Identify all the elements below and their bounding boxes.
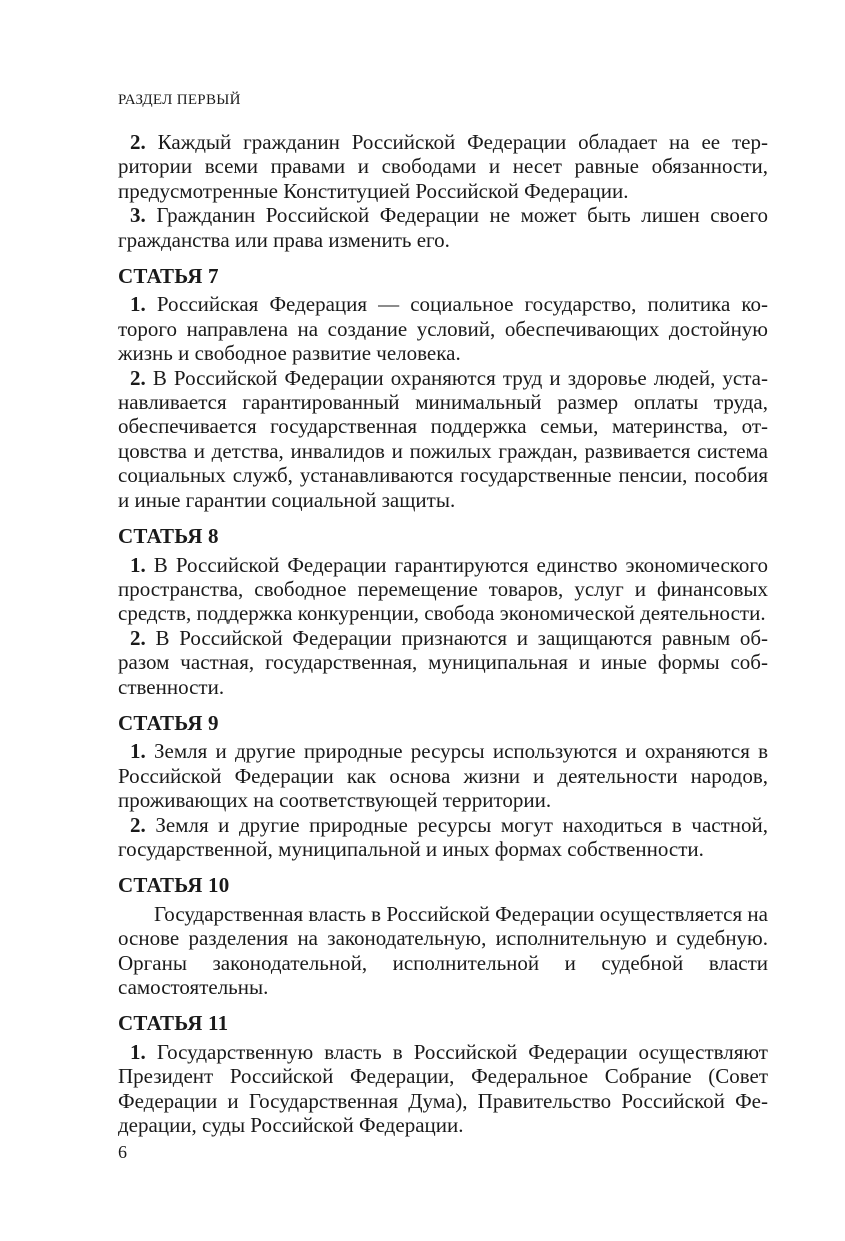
paragraph	[118, 553, 768, 626]
paragraph	[118, 626, 768, 699]
paragraph	[118, 130, 768, 203]
paragraph	[118, 1040, 768, 1138]
paragraph-number: 2.	[130, 812, 146, 837]
paragraph-text: Каждый гражданин Российской Федерации обладает на ее территории всеми правами и свободами и несет равные обязанности, предусмотренные Конституцией Российской Федерации.	[118, 130, 769, 203]
article-title: СТАТЬЯ 11	[118, 1011, 229, 1036]
paragraph-text: В Российской Федерации гарантируются единство экономического пространства, свободное перемещение товаров, услуг и финансовых средств, поддержка конкуренции, свобода экономической деятельности.	[118, 552, 768, 626]
paragraph-number: 2.	[130, 625, 146, 650]
document-body	[118, 130, 768, 1137]
paragraph-text: Государственная власть в Российской Федерации осуществляется на основе разделения на законодательную, исполнительную и судебную. Органы законодательной, исполнительной и судебной власти самостоятельны.	[118, 901, 768, 999]
paragraph-number: 2.	[130, 130, 146, 154]
paragraph-text: Земля и другие природные ресурсы могут находиться в частной, государственной, муниципальной и иных формах собственности.	[118, 812, 768, 861]
paragraph-number: 1.	[130, 552, 146, 577]
paragraph	[118, 366, 768, 512]
paragraph-text: В Российской Федерации признаются и защищаются равным образом частная, государственная, муниципальная и иные формы собственности.	[118, 625, 769, 699]
paragraph-text: Земля и другие природные ресурсы используются и охраняются в Российской Федерации как основа жизни и деятельности народов, проживающих на соответствующей территории.	[118, 739, 769, 813]
paragraph-number: 1.	[130, 739, 146, 764]
section-header: РАЗДЕЛ ПЕРВЫЙ	[118, 92, 241, 108]
paragraph-number: 3.	[130, 203, 146, 228]
article-title: СТАТЬЯ 10	[118, 873, 230, 898]
paragraph-number: 1.	[130, 1039, 146, 1064]
paragraph	[118, 739, 768, 812]
article-title: СТАТЬЯ 8	[118, 524, 219, 549]
article-title: СТАТЬЯ 7	[118, 264, 219, 289]
paragraph	[118, 813, 768, 862]
paragraph-text: В Российской Федерации охраняются труд и здоровье людей, устанавливается гарантированный минимальный размер оплаты труда, обеспечивается государственная поддержка семьи, материнства, отцовства и детства, инвалидов и пожилых граждан, развивается система социальных служб, устанавливаются государственные пенсии, пособия и иные гарантии социальной защиты.	[118, 365, 768, 512]
paragraph-text: Российская Федерация — социальное государство, политика которого направлена на создание условий, обеспечивающих достойную жизнь и свободное развитие человека.	[118, 292, 768, 366]
paragraph-text: Гражданин Российской Федерации не может быть лишен своего гражданства или права изменить его.	[118, 203, 769, 252]
paragraph	[118, 292, 768, 365]
paragraph-number: 2.	[130, 365, 146, 390]
paragraph	[118, 902, 768, 1000]
page-number: 6	[118, 1142, 127, 1162]
paragraph-number: 1.	[130, 292, 146, 317]
paragraph-text: Государственную власть в Российской Федерации осуществляют Президент Российской Федерации, Федеральное Собрание (Совет Федерации и Государственная Дума), Правительство Российской Федерации, суды Российской Федерации.	[118, 1039, 768, 1138]
paragraph	[118, 203, 768, 252]
article-title: СТАТЬЯ 9	[118, 710, 219, 735]
